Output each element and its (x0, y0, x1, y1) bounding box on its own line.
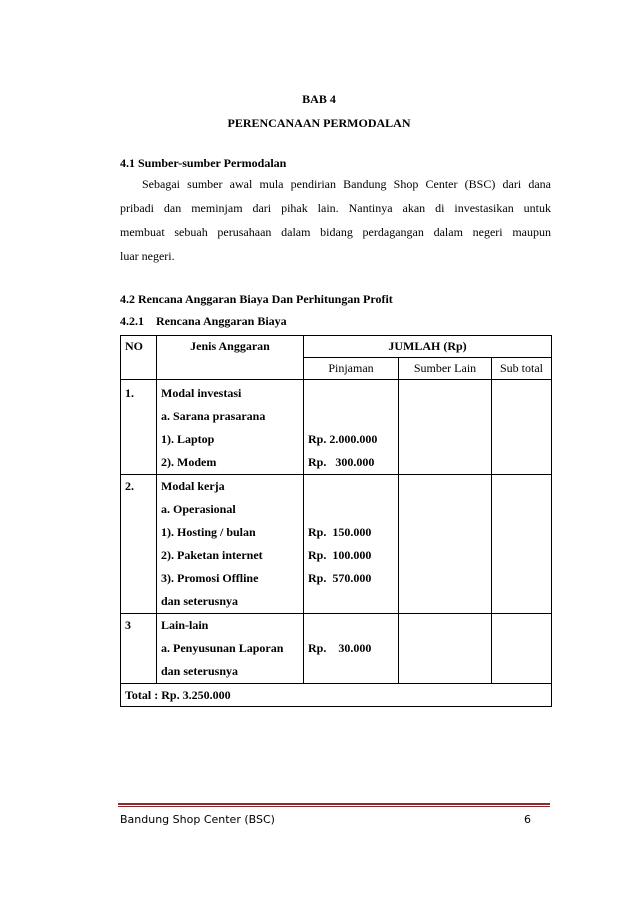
sumber-lain-cell (399, 475, 492, 614)
pinjaman-value (308, 590, 394, 613)
budget-item: 1). Laptop (161, 432, 215, 446)
footer-document-title: Bandung Shop Center (BSC) (120, 813, 275, 826)
budget-item: a. Penyusunan Laporan (161, 641, 284, 655)
pinjaman-value: Rp. 570.000 (308, 571, 372, 585)
pinjaman-value: Rp. 150.000 (308, 525, 372, 539)
header-jenis-anggaran: Jenis Anggaran (157, 336, 304, 380)
subsection-heading-4-2-1: 4.2.1 Rencana Anggaran Biaya (120, 314, 287, 328)
sub-total-cell (492, 380, 552, 475)
sub-total-cell (492, 614, 552, 684)
budget-item: a. Sarana prasarana (161, 409, 266, 423)
pinjaman-value: Rp. 30.000 (308, 641, 372, 655)
budget-item: dan seterusnya (161, 594, 239, 608)
header-sumber-lain: Sumber Lain (399, 358, 492, 380)
budget-item: 2). Modem (161, 455, 217, 469)
pinjaman-value: Rp. 100.000 (308, 548, 372, 562)
total-row (121, 684, 552, 707)
budget-item: Lain-lain (161, 618, 209, 632)
pinjaman-value (308, 382, 394, 405)
footer-rule-thin (118, 806, 550, 807)
pinjaman-value (308, 498, 394, 521)
row-number: 3 (125, 618, 131, 632)
section-heading-4-1: 4.1 Sumber-sumber Permodalan (120, 156, 287, 170)
pinjaman-value: Rp. 2.000.000 (308, 432, 378, 446)
paragraph-line: pribadi dan meminjam dari pihak lain. Nantinya akan di investasikan untuk (120, 201, 551, 215)
paragraph-line: luar negeri. (120, 249, 175, 263)
table-row (121, 380, 552, 475)
row-number: 1. (125, 386, 134, 400)
budget-item: a. Operasional (161, 502, 236, 516)
sumber-lain-cell (399, 380, 492, 475)
header-pinjaman: Pinjaman (304, 358, 399, 380)
budget-item: 1). Hosting / bulan (161, 525, 256, 539)
header-no: NO (121, 336, 157, 380)
section-paragraph (120, 172, 551, 268)
budget-item: Modal kerja (161, 479, 225, 493)
row-number: 2. (125, 479, 134, 493)
sumber-lain-cell (399, 614, 492, 684)
pinjaman-value (308, 405, 394, 428)
budget-item: 2). Paketan internet (161, 548, 263, 562)
table-row (121, 475, 552, 614)
table-header-row (121, 336, 552, 358)
budget-item: Modal investasi (161, 386, 242, 400)
pinjaman-value: Rp. 300.000 (308, 455, 375, 469)
budget-item: dan seterusnya (161, 664, 239, 678)
page-number: 6 (524, 813, 531, 826)
pinjaman-value (308, 475, 394, 498)
header-jumlah: JUMLAH (Rp) (304, 336, 552, 358)
budget-item: 3). Promosi Offline (161, 571, 259, 585)
total-value: Total : Rp. 3.250.000 (121, 684, 552, 707)
sub-total-cell (492, 475, 552, 614)
paragraph-line: membuat sebuah perusahaan dalam bidang perdagangan dalam negeri maupun (120, 225, 551, 239)
section-heading-4-2: 4.2 Rencana Anggaran Biaya Dan Perhitungan Profit (120, 292, 393, 306)
budget-table (120, 335, 552, 707)
pinjaman-value (308, 614, 394, 637)
pinjaman-value (308, 660, 394, 683)
chapter-number: BAB 4 (302, 92, 336, 106)
chapter-title: PERENCANAAN PERMODALAN (227, 116, 411, 130)
header-sub-total: Sub total (492, 358, 552, 380)
paragraph-line: Sebagai sumber awal mula pendirian Bandung Shop Center (BSC) dari dana (142, 177, 551, 191)
table-row (121, 614, 552, 684)
footer-rule (118, 803, 550, 805)
